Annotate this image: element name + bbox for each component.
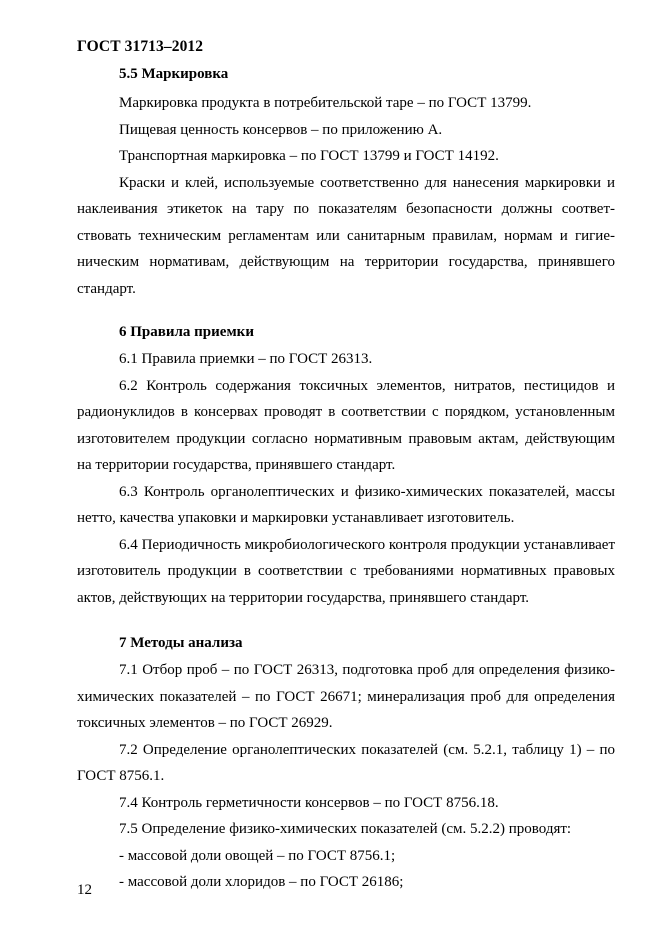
list-item: - массовой доли овощей – по ГОСТ 8756.1;: [119, 847, 396, 864]
section-acceptance: [77, 322, 615, 611]
section-title-acceptance: 6 Правила приемки: [119, 324, 254, 340]
paragraph: 6.2 Контроль содержания токсичных элементов, нитратов, пестицидов и радионуклидов в консервах проводят в соответствии с порядком, установленным изготовителем продукции согласно нормативным правовым актам, действующим на территории государства, принявшего стандарт.: [77, 377, 615, 473]
paragraph: Краски и клей, используемые соответственно для нанесения маркировки и наклеивания этикеток на тару по показателям безопасности должны соответствовать техническим регламентам или санитарным правилам, нормам и гигиеническим нормативам, действующим на территории государства, принявшего стандарт.: [77, 174, 615, 297]
paragraph: 6.3 Контроль органолептических и физико-химических показателей, массы нетто, качества упаковки и маркировки устанавливает изготовитель.: [77, 483, 615, 526]
paragraph: 7.5 Определение физико-химических показателей (см. 5.2.2) проводят:: [119, 821, 572, 837]
page-number: 12: [77, 882, 92, 898]
list-item: - массовой доли хлоридов – по ГОСТ 26186;: [119, 874, 404, 890]
paragraph: 7.2 Определение органолептических показателей (см. 5.2.1, таблицу 1) – по ГОСТ 8756.1.: [77, 741, 615, 784]
paragraph: 6.1 Правила приемки – по ГОСТ 26313.: [119, 351, 373, 367]
paragraph: 6.4 Периодичность микробиологического контроля продукции устанавливает изготовитель продукции в соответствии с требованиями нормативных правовых актов, действующих на территории государства, принявшего стандарт.: [77, 536, 615, 606]
section-title-methods: 7 Методы анализа: [119, 635, 243, 651]
section-methods: [77, 633, 615, 896]
paragraph: 7.1 Отбор проб – по ГОСТ 26313, подготовка проб для определения физико-химических показателей – по ГОСТ 26671; минерализация проб для определения токсичных элементов – по ГОСТ 26929.: [77, 662, 615, 731]
paragraph: 7.4 Контроль герметичности консервов – по ГОСТ 8756.18.: [119, 794, 499, 811]
document-code: ГОСТ 31713–2012: [77, 38, 204, 55]
page-content: [77, 64, 615, 896]
paragraph: Транспортная маркировка – по ГОСТ 13799 и ГОСТ 14192.: [119, 148, 499, 164]
paragraph: Пищевая ценность консервов – по приложению А.: [119, 121, 443, 138]
section-title-marking: 5.5 Маркировка: [119, 66, 229, 82]
paragraph: Маркировка продукта в потребительской таре – по ГОСТ 13799.: [119, 95, 532, 111]
section-marking: [77, 64, 615, 302]
